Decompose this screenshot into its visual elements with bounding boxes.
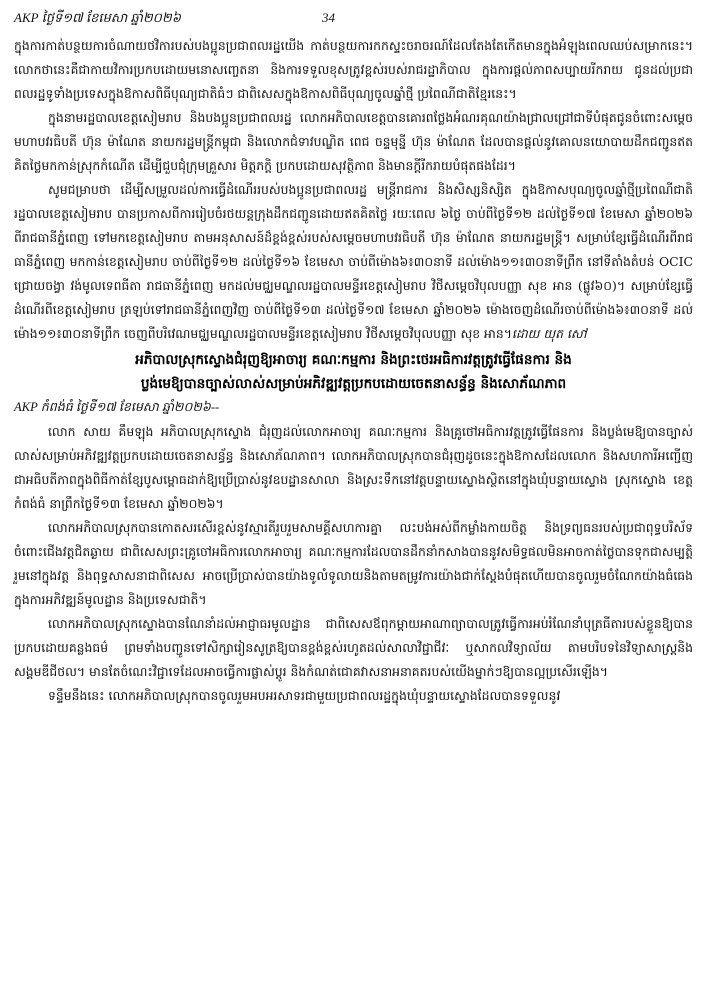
article1-paragraph-3	[14, 178, 693, 346]
page-header	[14, 8, 693, 28]
article2-paragraph-4: ទន្ទឹមនឹងនេះ លោកអភិបាលស្រុកបានចូលរួមអបអរសាទរជាមួយប្រជាពលរដ្ឋក្នុងឃុំបន្ទាយស្ទោងដែលបានទទួលនូវ	[48, 688, 561, 703]
article1-paragraph-1: ក្នុងការកាត់បន្ថយការចំណាយថវិការបស់បងប្អូនប្រជាពលរដ្ឋយើង កាត់បន្ថយការកកស្ទះចរាចរណ៍ដែលតែងតែកើតមានក្នុងអំឡុងពេលឈប់សម្រាកនេះ។ លោកថានេះគឺជាកាយវិការប្រកបដោយមនោសញ្ចេតនា និងការទទួលខុសត្រូវខ្ពស់របស់រាជរដ្ឋាភិបាល ក្នុងការផ្តល់ភាពសប្បាយរីករាយ ជូនដល់ប្រជាពលរដ្ឋទូទាំងប្រទេសក្នុងឱកាសពិធីបុណ្យជាតិធំៗ ជាពិសេសក្នុងឱកាសពិធីបុណ្យចូលឆ្នាំថ្មី ប្រពៃណីជាតិខ្មែរនេះ។	[14, 38, 693, 101]
article2-dateline: AKP កំពង់ធំ ថ្ងៃទី១៧ ខែមេសា ឆ្នាំ២០២៦--	[14, 400, 220, 414]
article2-title	[14, 348, 693, 396]
header-source-date: AKP ថ្ងៃទី១៧ ខែមេសា ឆ្នាំ២០២៦	[14, 10, 181, 25]
article1-paragraph-3-text: សូមជម្រាបថា ដើម្បីសម្រួលដល់ការធ្វើដំណើររបស់បងប្អូនប្រជាពលរដ្ឋ មន្ត្រីរាជការ និងសិស្សនិស្សិត ក្នុងឱកាសបុណ្យចូលឆ្នាំថ្មីប្រពៃណីជាតិ រដ្ឋបាលខេត្តសៀមរាប បានប្រកាសពីការរៀបចំរថយន្តក្រុងដឹកជញ្ជូនដោយឥតគិតថ្លៃ រយៈពេល ៦ថ្ងៃ ចាប់ពីថ្ងៃទី១២ ដល់ថ្ងៃទី១៧ ខែមេសា ឆ្នាំ២០២៦ ពីរាជធានីភ្នំពេញ ទៅមកខេត្តសៀមរាប តាមអនុសាសន៍ដ៏ខ្ពង់ខ្ពស់របស់សម្តេចមហាបវរធិបតី ហ៊ុន ម៉ាណែត នាយករដ្ឋមន្ត្រី។ សម្រាប់ខ្សែធ្វើដំណើរពីរាជធានីភ្នំពេញ មកកាន់ខេត្តសៀមរាប ចាប់ពីថ្ងៃទី១២ ដល់ថ្ងៃទី១៦ ខែមេសា ចាប់ពីម៉ោង៦៖៣០នាទី ដល់ម៉ោង១១៖៣០នាទីព្រឹក នៅទីតាំងតំបន់ OCIC ជ្រោយចង្វា វង់មូលទេពធីតា រាជធានីភ្នំពេញ មកដល់មជ្ឈមណ្ឌលរដ្ឋបាលមន្ទីរខេត្តសៀមរាប វិថីសម្តេចវិបុលបញ្ញា សុខ អាន (ផ្លូវ៦០)។ សម្រាប់ខ្សែធ្វើដំណើរពីខេត្តសៀមរាប ត្រឡប់ទៅរាជធានីភ្នំពេញវិញ ចាប់ពីថ្ងៃទី១៣ ដល់ថ្ងៃទី១៧ ខែមេសា ឆ្នាំ២០២៦ ម៉ោងចេញដំណើរចាប់ពីម៉ោង៦៖៣០នាទី ដល់ម៉ោង១១៖៣០នាទីព្រឹក ចេញពីបរិវេណមជ្ឈមណ្ឌលរដ្ឋបាលមន្ទីរខេត្តសៀមរាប វិថីសម្តេចវិបុលបញ្ញា សុខ អាន។	[14, 182, 693, 341]
article-body	[14, 34, 693, 708]
article2-title-line-2: ប្លង់មេឱ្យបានច្បាស់លាស់សម្រាប់អភិវឌ្ឍវត្តប្រកបដោយចេតនាសន្ធ័ន្ធ និងសោភ័ណភាព	[140, 376, 567, 392]
article2-paragraph-2: លោកអភិបាលស្រុកបានកោតសរសើរខ្ពស់នូវស្មារតីរួបរួមសាមគ្គីសហការគ្នា លះបង់អស់ពីកម្លាំងកាយចិត្ត និងទ្រព្យធនរបស់ប្រជាពុទ្ធបរិស័ទចំពោះជើងវត្តជិតឆ្ងាយ ជាពិសេសព្រះគ្រូចៅអធិការលោកអាចារ្យ គណៈកម្មការដែលបានដឹកនាំកសាងបាននូវសមិទ្ធផលមិនអាចកាត់ថ្លៃបានទុកជាសម្បត្តិរួមនៅក្នុងវត្ត និងពុទ្ធសាសនាជាពិសេស អាចប្រើប្រាស់បានយ៉ាងទូលំទូលាយនិងតាមតម្រូវការយ៉ាងជាក់ស្តែងបំផុតហើយបានចូលរួមចំណែកយ៉ាងធំធេងក្នុងការអភិវឌ្ឍន៍មូលដ្ឋាន និងប្រទេសជាតិ។	[14, 520, 693, 607]
article2-title-line-1: អភិបាលស្រុកស្ទោងជំរុញឱ្យអាចារ្យ គណៈកម្មការ និងព្រះថេរអធិការវត្តត្រូវធ្វើផែនការ និង	[135, 352, 572, 368]
article1-byline: ដោយ យុត សៅ	[511, 326, 587, 341]
article2-paragraph-1: លោក សាយ គឹមឡុង អភិបាលស្រុកស្ទោង ជំរុញដល់លោកអាចារ្យ គណៈកម្មការ និងគ្រូថៅអធិការវត្តត្រូវធ្វើផែនការ និងប្លង់មេឱ្យបានច្បាស់លាស់សម្រាប់អភិវឌ្ឍវត្តប្រកបដោយចេតនាសន្ធ័ន្ធ និងសោភ័ណភាព។ លោកអភិបាលស្រុកបានជំរុញដូចនេះក្នុងឱកាសដែលលោក និងសហការីអញ្ជើញជាអធិបតីភាពក្នុងពិធីកាត់ខ្សែបូសម្ពោធដាក់ឱ្យប្រើប្រាស់នូវឧបដ្ឋានសាលា និងស្រះទឹកនៅវត្តបន្ទាយស្ទោងស្ថិតនៅក្នុងឃុំបន្ទាយស្ទោង ស្រុកស្ទោង ខេត្តកំពង់ធំ នាព្រឹកថ្ងៃទី១៣ ខែមេសា ឆ្នាំ២០២៦។	[14, 424, 693, 511]
article1-paragraph-2: ក្នុងនាមរដ្ឋបាលខេត្តសៀមរាប និងបងប្អូនប្រជាពលរដ្ឋ លោកអភិបាលខេត្តបានគោរពថ្លែងអំណរគុណយ៉ាងជ្រាលជ្រៅជាទីបំផុតជូនចំពោះសម្តេចមហាបវរធិបតី ហ៊ុន ម៉ាណែត នាយករដ្ឋមន្ត្រីកម្ពុជា និងលោកជំទាវបណ្ឌិត ពេជ ចន្ទមុន្នី ហ៊ុន ម៉ាណែត ដែលបានផ្តល់នូវគោលនយោបាយដឹកជញ្ជូនឥតគិតថ្លៃមកកាន់ស្រុកកំណើត ដើម្បីជួបជុំក្រុមគ្រួសារ មិត្តភក្តិ ប្រកបដោយសុវត្ថិភាព និងមានក្តីរីករាយបំផុតផងដែរ។	[14, 110, 693, 173]
article2-paragraph-3: លោកអភិបាលស្រុកស្ទោងបានណែនាំដល់អាជ្ញាធរមូលដ្ឋាន ជាពិសេសឪពុកម្តាយអាណាព្យាបាលត្រូវធ្វើការអប់រំណែនាំបុត្រធីតារបស់ខ្លួនឱ្យបានប្រកបដោយគន្លងធម៌ ព្រមទាំងបញ្ជូនទៅសិក្សារៀនសូត្រឱ្យបានខ្ពង់ខ្ពស់រហូតដល់សាលាវិជ្ជាជីវៈ ឬសាកលវិទ្យាល័យ តាមបរិបទនៃវិទ្យាសាស្ត្រនិងសង្គមឌីជីថល។ មានតែចំណេះវិជ្ជាទេដែលអាចធ្វើការផ្លាស់ប្តូរ និងកំណត់ជោគវាសនាអនាគតរបស់យើងម្នាក់ៗឱ្យបានល្អប្រសើរឡើង។	[14, 616, 693, 679]
page-number: 34	[322, 10, 335, 25]
